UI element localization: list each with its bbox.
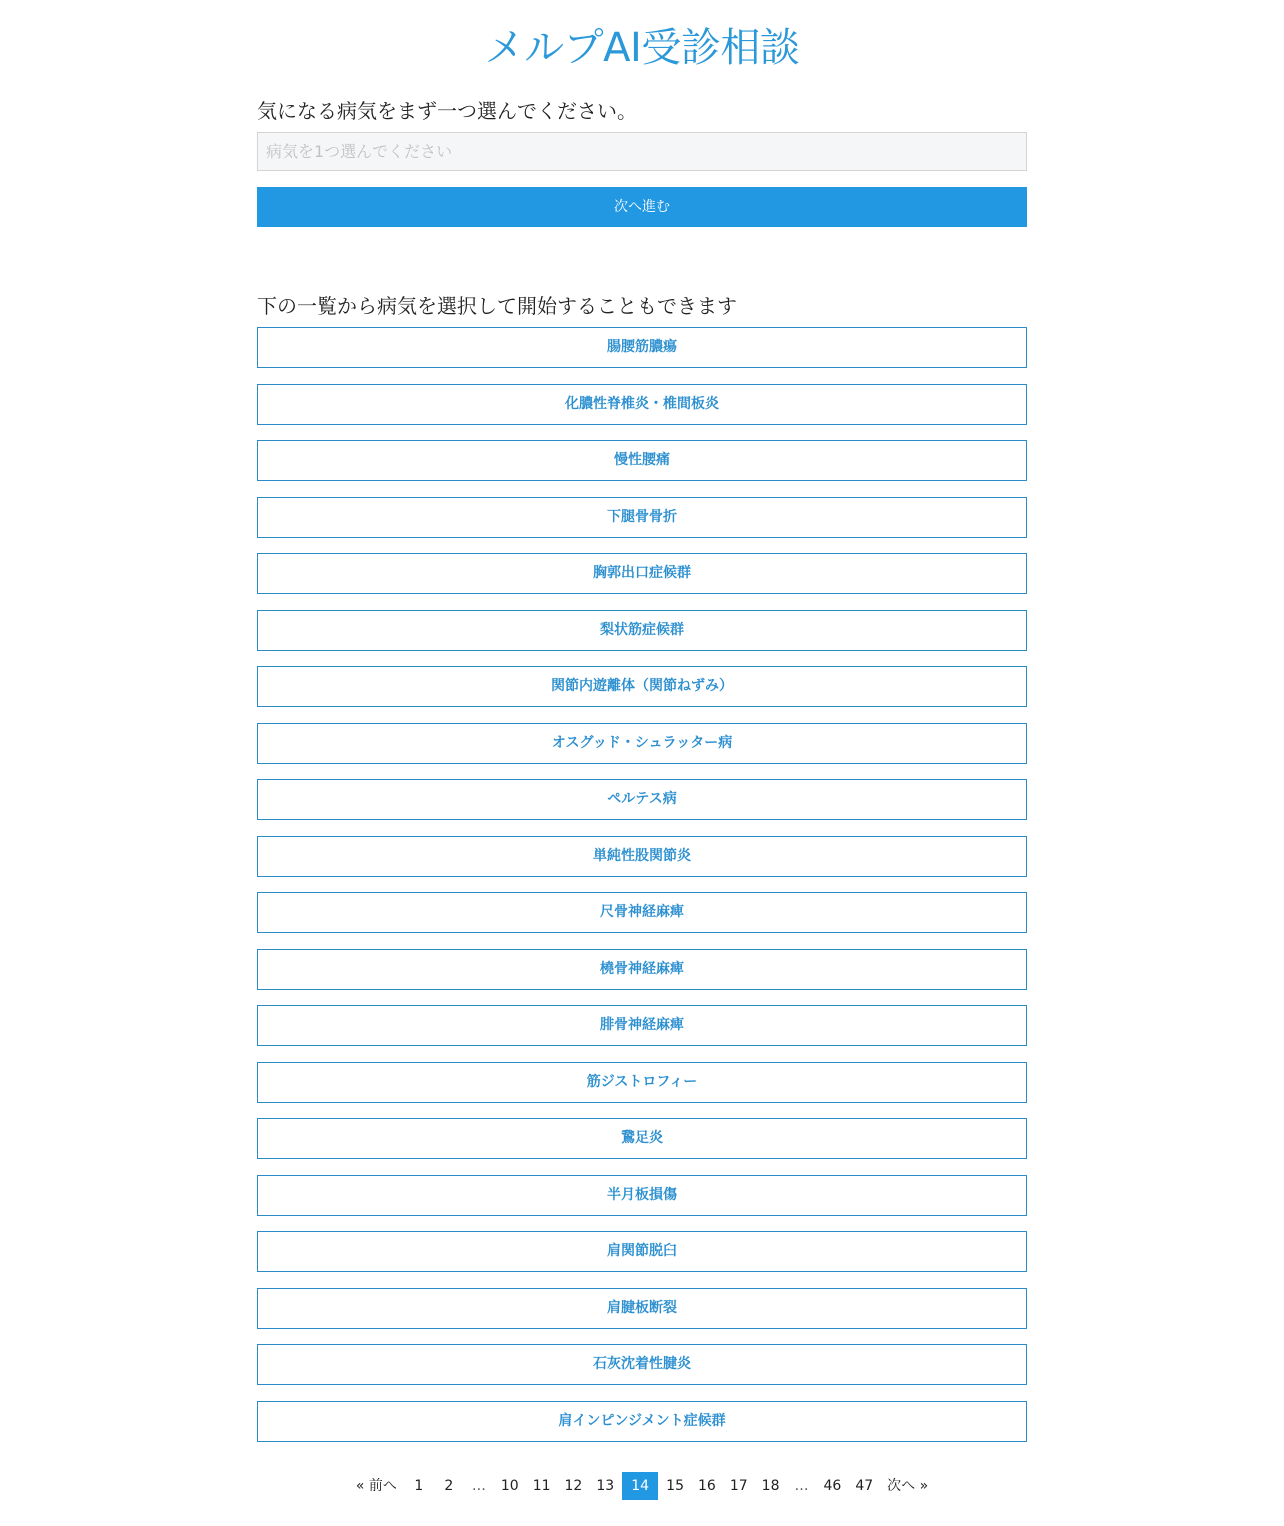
disease-item[interactable]: 腸腰筋膿瘍: [257, 327, 1027, 368]
disease-item[interactable]: 化膿性脊椎炎・椎間板炎: [257, 384, 1027, 425]
disease-list: [257, 327, 1027, 1457]
disease-item[interactable]: 半月板損傷: [257, 1175, 1027, 1216]
page-title: メルプAI受診相談: [484, 25, 800, 71]
pagination-page[interactable]: 18: [761, 1478, 780, 1494]
pagination: [0, 1472, 1284, 1500]
disease-item[interactable]: 単純性股関節炎: [257, 836, 1027, 877]
disease-item[interactable]: 下腿骨骨折: [257, 497, 1027, 538]
pagination-page[interactable]: 13: [596, 1478, 615, 1494]
disease-item[interactable]: 橈骨神経麻痺: [257, 949, 1027, 990]
disease-item[interactable]: 胸郭出口症候群: [257, 553, 1027, 594]
pagination-page[interactable]: 46: [823, 1478, 842, 1494]
disease-item[interactable]: 筋ジストロフィー: [257, 1062, 1027, 1103]
disease-item[interactable]: ペルテス病: [257, 779, 1027, 820]
pagination-page[interactable]: 17: [729, 1478, 748, 1494]
pagination-ellipsis: …: [794, 1478, 809, 1494]
pagination-page[interactable]: 16: [698, 1478, 716, 1494]
pagination-page[interactable]: 1: [414, 1478, 424, 1494]
pagination-page[interactable]: 2: [444, 1478, 454, 1494]
disease-item[interactable]: 石灰沈着性腱炎: [257, 1344, 1027, 1385]
disease-item[interactable]: 尺骨神経麻痺: [257, 892, 1027, 933]
disease-select-input[interactable]: [257, 132, 1027, 171]
pagination-page-current[interactable]: 14: [622, 1472, 658, 1500]
disease-list-heading: 下の一覧から病気を選択して開始することもできます: [257, 294, 737, 318]
disease-item[interactable]: 肩インピンジメント症候群: [257, 1401, 1027, 1442]
next-button[interactable]: 次へ進む: [257, 187, 1027, 227]
pagination-page[interactable]: 10: [500, 1478, 519, 1494]
disease-item[interactable]: 慢性腰痛: [257, 440, 1027, 481]
disease-item[interactable]: 関節内遊離体（関節ねずみ）: [257, 666, 1027, 707]
pagination-page[interactable]: 15: [666, 1478, 684, 1494]
disease-item[interactable]: 肩関節脱臼: [257, 1231, 1027, 1272]
pagination-page[interactable]: 47: [855, 1478, 874, 1494]
disease-item[interactable]: 肩腱板断裂: [257, 1288, 1027, 1329]
disease-item[interactable]: 梨状筋症候群: [257, 610, 1027, 651]
pagination-prev[interactable]: « 前へ: [355, 1478, 397, 1494]
disease-item[interactable]: 鵞足炎: [257, 1118, 1027, 1159]
disease-select-prompt: 気になる病気をまず一つ選んでください。: [257, 99, 637, 123]
disease-item[interactable]: 腓骨神経麻痺: [257, 1005, 1027, 1046]
pagination-page[interactable]: 11: [532, 1478, 551, 1494]
disease-item[interactable]: オスグッド・シュラッター病: [257, 723, 1027, 764]
pagination-next[interactable]: 次へ »: [887, 1478, 929, 1494]
pagination-page[interactable]: 12: [564, 1478, 583, 1494]
pagination-ellipsis: …: [471, 1478, 486, 1494]
